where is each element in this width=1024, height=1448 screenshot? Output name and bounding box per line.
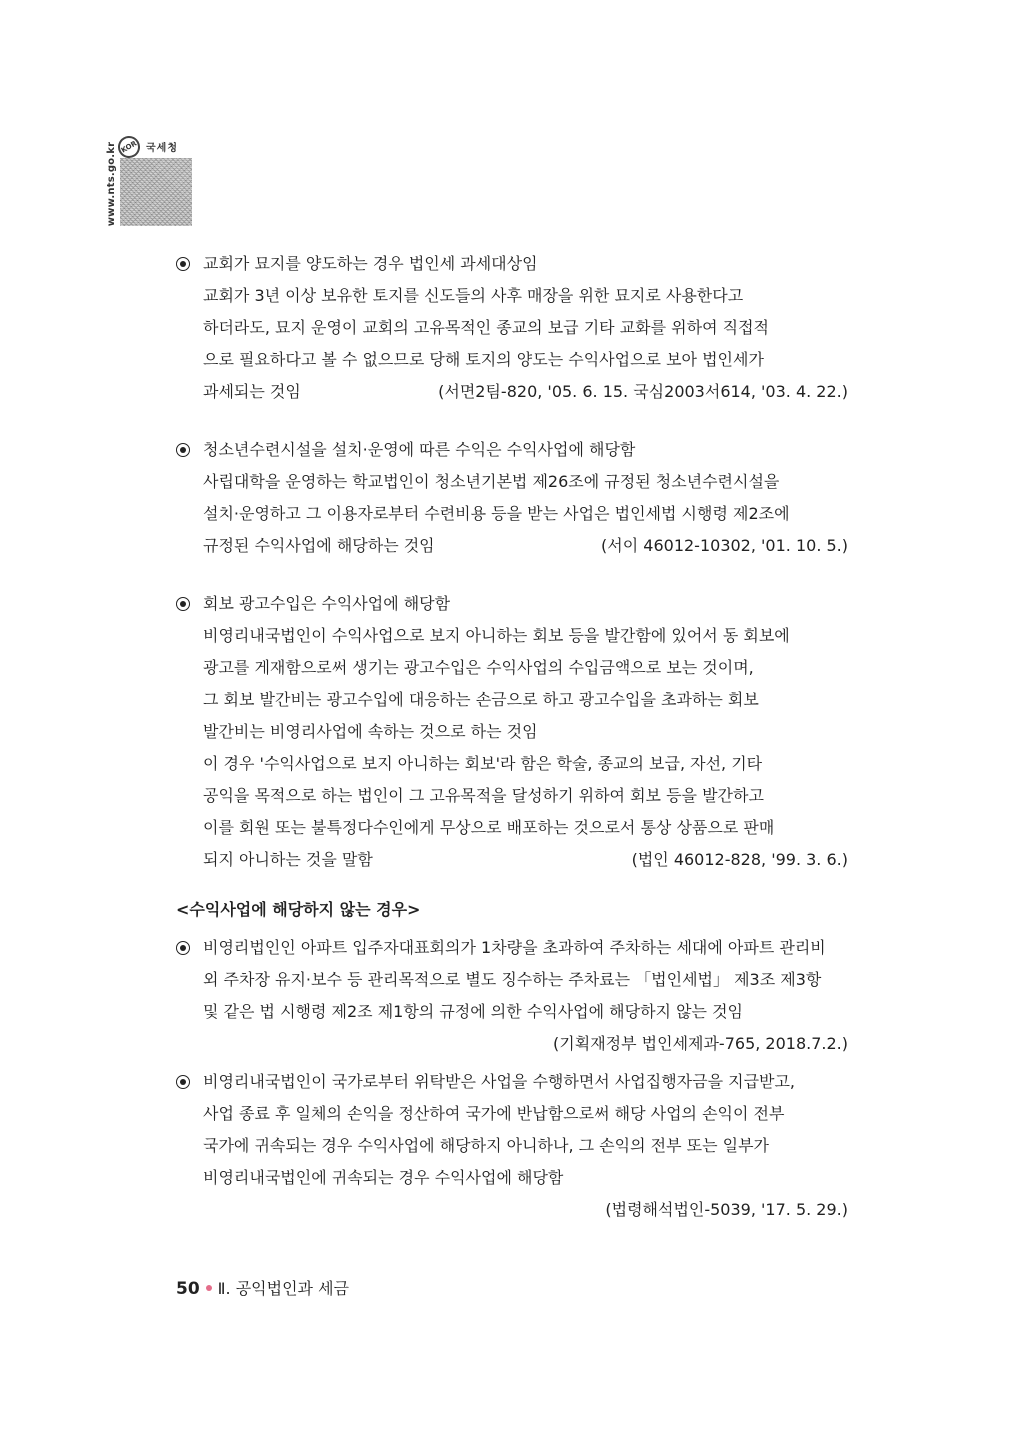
entry-citation: (서이 46012-10302, '01. 10. 5.): [601, 536, 848, 555]
entry-last-line-row: [176, 844, 856, 876]
entry-citation: (기획재정부 법인세제과-765, 2018.7.2.): [553, 1034, 848, 1053]
entry-last-line: 과세되는 것임: [203, 382, 301, 401]
entry-last-line: 되지 아니하는 것을 말함: [203, 850, 373, 869]
entry-line: 비영리내국법인이 국가로부터 위탁받은 사업을 수행하면서 사업집행자금을 지급받고,: [203, 1072, 796, 1091]
circle-bullet-icon: [176, 443, 190, 457]
ruling-entry-2: [176, 434, 856, 562]
entry-line: 그 회보 발간비는 광고수입에 대응하는 손금으로 하고 광고수입을 초과하는 회보: [203, 690, 759, 709]
entry-title: 회보 광고수입은 수익사업에 해당함: [203, 594, 451, 613]
entry-line: 및 같은 법 시행령 제2조 제1항의 규정에 의한 수익사업에 해당하지 않는 것임: [203, 1002, 743, 1021]
entry-title-row: [176, 588, 856, 620]
circle-bullet-icon: [176, 1075, 190, 1089]
circle-bullet-icon: [176, 941, 190, 955]
entry-line: 비영리내국법인이 수익사업으로 보지 아니하는 회보 등을 발간함에 있어서 동 회보에: [203, 626, 790, 645]
entry-title-row: [176, 248, 856, 280]
entry-line: 이 경우 '수익사업으로 보지 아니하는 회보'라 함은 학술, 종교의 보급, 자선, 기타: [203, 754, 763, 773]
entry-line: 하더라도, 묘지 운영이 교회의 고유목적인 종교의 보급 기타 교화를 위하여 직접적: [203, 318, 769, 337]
entry-title: 청소년수련시설을 설치·운영에 따른 수익은 수익사업에 해당함: [203, 440, 636, 459]
page-footer: [176, 1276, 349, 1299]
qr-code-icon: [120, 158, 192, 226]
entry-line: 이를 회원 또는 불특정다수인에게 무상으로 배포하는 것으로서 통상 상품으로 판매: [203, 818, 775, 837]
entry-title: 교회가 묘지를 양도하는 경우 법인세 과세대상임: [203, 254, 538, 273]
footer-dot-icon: [206, 1285, 212, 1291]
entry-first-line-row: [176, 1066, 856, 1098]
logo-badge: KOR: [114, 132, 144, 162]
ruling-entry-3: [176, 588, 856, 876]
circle-bullet-icon: [176, 257, 190, 271]
page-number: 50: [176, 1279, 200, 1299]
ruling-entry-1: [176, 248, 856, 408]
entry-line: 교회가 3년 이상 보유한 토지를 신도들의 사후 매장을 위한 묘지로 사용한다고: [203, 286, 744, 305]
entry-line: 광고를 게재함으로써 생기는 광고수입은 수익사업의 수입금액으로 보는 것이며,: [203, 658, 754, 677]
entry-line: 사업 종료 후 일체의 손익을 정산하여 국가에 반납함으로써 해당 사업의 손익이 전부: [203, 1104, 785, 1123]
entry-line: 외 주차장 유지·보수 등 관리목적으로 별도 징수하는 주차료는 「법인세법」 제3조 제3항: [203, 970, 822, 989]
entry-citation: (법인 46012-828, '99. 3. 6.): [631, 850, 848, 869]
circle-bullet-icon: [176, 597, 190, 611]
non-revenue-entry-2: [176, 1066, 856, 1226]
nts-logo: [104, 136, 204, 228]
entry-line: 비영리법인인 아파트 입주자대표회의가 1차량을 초과하여 주차하는 세대에 아파트 관리비: [203, 938, 826, 957]
entry-last-line-row: [176, 376, 856, 408]
section-heading: <수익사업에 해당하지 않는 경우>: [176, 900, 421, 919]
non-revenue-entry-1: [176, 932, 856, 1060]
page-content: [176, 248, 856, 1226]
entry-line: 발간비는 비영리사업에 속하는 것으로 하는 것임: [203, 722, 538, 741]
entry-first-line-row: [176, 932, 856, 964]
entry-last-line-row: [176, 530, 856, 562]
entry-line: 사립대학을 운영하는 학교법인이 청소년기본법 제26조에 규정된 청소년수련시설을: [203, 472, 780, 491]
entry-line: 비영리내국법인에 귀속되는 경우 수익사업에 해당함: [203, 1168, 564, 1187]
chapter-title: Ⅱ. 공익법인과 세금: [217, 1279, 349, 1298]
entry-line: 설치·운영하고 그 이용자로부터 수련비용 등을 받는 사업은 법인세법 시행령 제2조에: [203, 504, 790, 523]
entry-line: 으로 필요하다고 볼 수 없으므로 당해 토지의 양도는 수익사업으로 보아 법인세가: [203, 350, 764, 369]
entry-line: 국가에 귀속되는 경우 수익사업에 해당하지 아니하나, 그 손익의 전부 또는 일부가: [203, 1136, 769, 1155]
logo-url-text: www.nts.go.kr: [106, 141, 117, 227]
entry-citation: (법령해석법인-5039, '17. 5. 29.): [605, 1200, 848, 1219]
entry-line: 공익을 목적으로 하는 법인이 그 고유목적을 달성하기 위하여 회보 등을 발간하고: [203, 786, 764, 805]
entry-last-line: 규정된 수익사업에 해당하는 것임: [203, 536, 435, 555]
logo-name: 국세청: [146, 143, 178, 154]
entry-title-row: [176, 434, 856, 466]
entry-citation: (서면2팀-820, '05. 6. 15. 국심2003서614, '03. 4. 22.): [438, 382, 848, 401]
